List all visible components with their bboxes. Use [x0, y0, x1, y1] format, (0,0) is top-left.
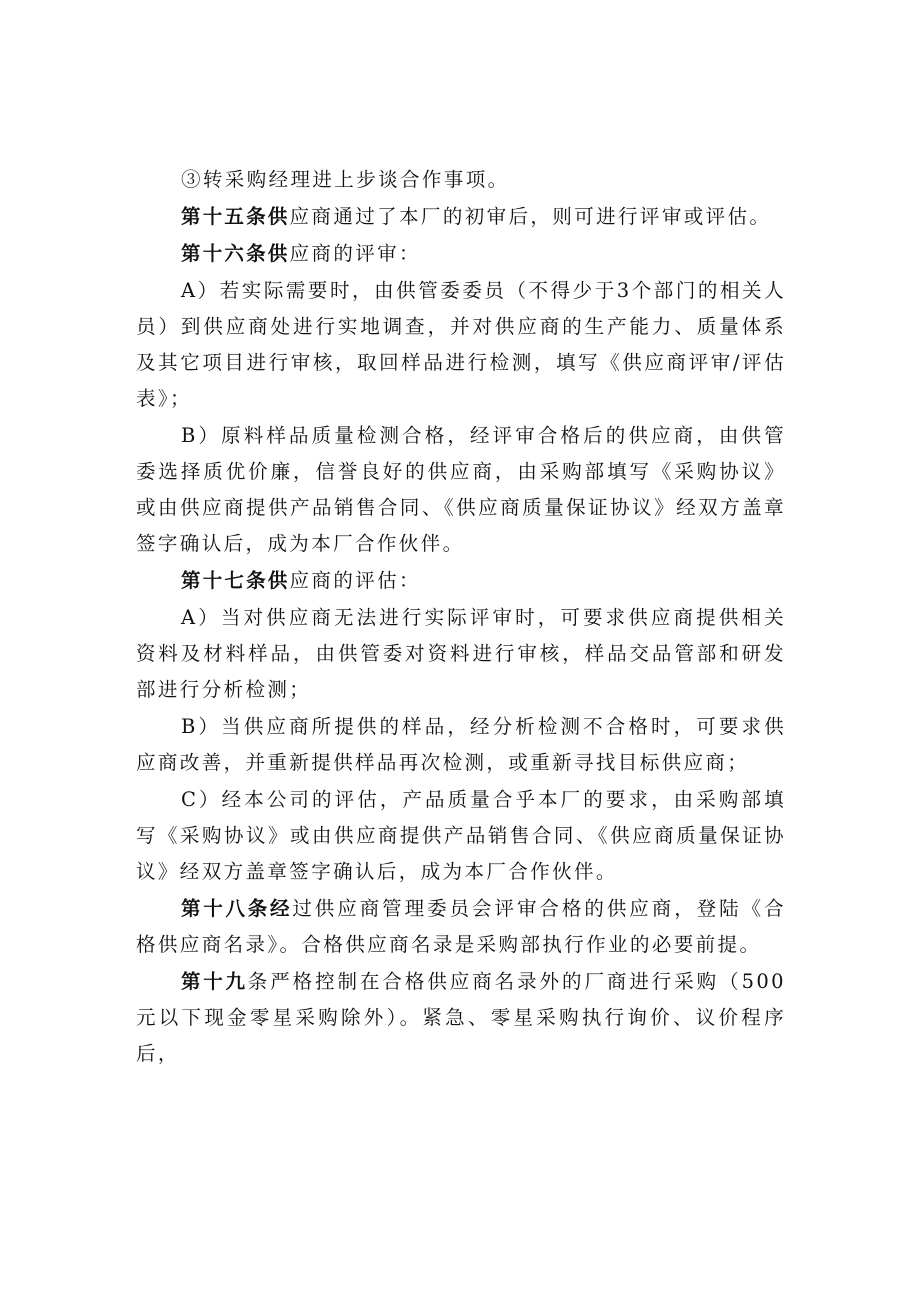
paragraph-2	[136, 199, 786, 236]
paragraph-text: 过供应商管理委员会评审合格的供应商，登陆《合格供应商名录》。合格供应商名录是采购部执行作业的必要前提。	[136, 897, 786, 956]
paragraph-11	[136, 964, 786, 1073]
paragraph-text: A）若实际需要时，由供管委委员（不得少于3个部门的相关人员）到供应商处进行实地调查，并对供应商的生产能力、质量体系及其它项目进行审核，取回样品进行检测，填写《供应商评审/评估表》；	[136, 279, 786, 410]
document-body	[136, 162, 786, 1073]
paragraph-text: 应商的评审：	[289, 242, 421, 265]
paragraph-text: B）原料样品质量检测合格，经评审合格后的供应商，由供管委选择质优价廉，信誉良好的供应商，由采购部填写《采购协议》或由供应商提供产品销售合同、《供应商质量保证协议》经双方盖章签字确认后，成为本厂合作伙伴。	[136, 424, 786, 555]
paragraph-7	[136, 600, 786, 709]
paragraph-5	[136, 418, 786, 563]
paragraph-8	[136, 709, 786, 782]
paragraph-text: ③转采购经理进上步谈合作事项。	[181, 168, 510, 191]
paragraph-6	[136, 563, 786, 600]
paragraph-text: C）经本公司的评估，产品质量合乎本厂的要求，由采购部填写《采购协议》或由供应商提供产品销售合同、《供应商质量保证协议》经双方盖章签字确认后，成为本厂合作伙伴。	[136, 788, 786, 883]
paragraph-3	[136, 236, 786, 273]
paragraph-text: 应商通过了本厂的初审后，则可进行评审或评估。	[289, 205, 772, 228]
paragraph-text: B）当供应商所提供的样品，经分析检测不合格时，可要求供应商改善，并重新提供样品再次检测，或重新寻找目标供应商；	[136, 715, 786, 774]
paragraph-heading: 第十八条经	[181, 897, 293, 920]
paragraph-text: 应商的评估：	[289, 569, 421, 592]
paragraph-heading: 第十六条供	[181, 242, 290, 265]
paragraph-1	[136, 162, 786, 199]
paragraph-4	[136, 273, 786, 418]
paragraph-heading: 第十五条供	[181, 205, 290, 228]
paragraph-text: 条严格控制在合格供应商名录外的厂商进行采购（500元以下现金零星采购除外）。紧急、零星采购执行询价、议价程序后，	[136, 970, 786, 1065]
paragraph-9	[136, 782, 786, 891]
paragraph-10	[136, 891, 786, 964]
paragraph-heading: 第十七条供	[181, 569, 290, 592]
paragraph-heading: 第十九	[181, 970, 248, 993]
paragraph-text: A）当对供应商无法进行实际评审时，可要求供应商提供相关资料及材料样品，由供管委对资料进行审核，样品交品管部和研发部进行分析检测；	[136, 606, 786, 701]
